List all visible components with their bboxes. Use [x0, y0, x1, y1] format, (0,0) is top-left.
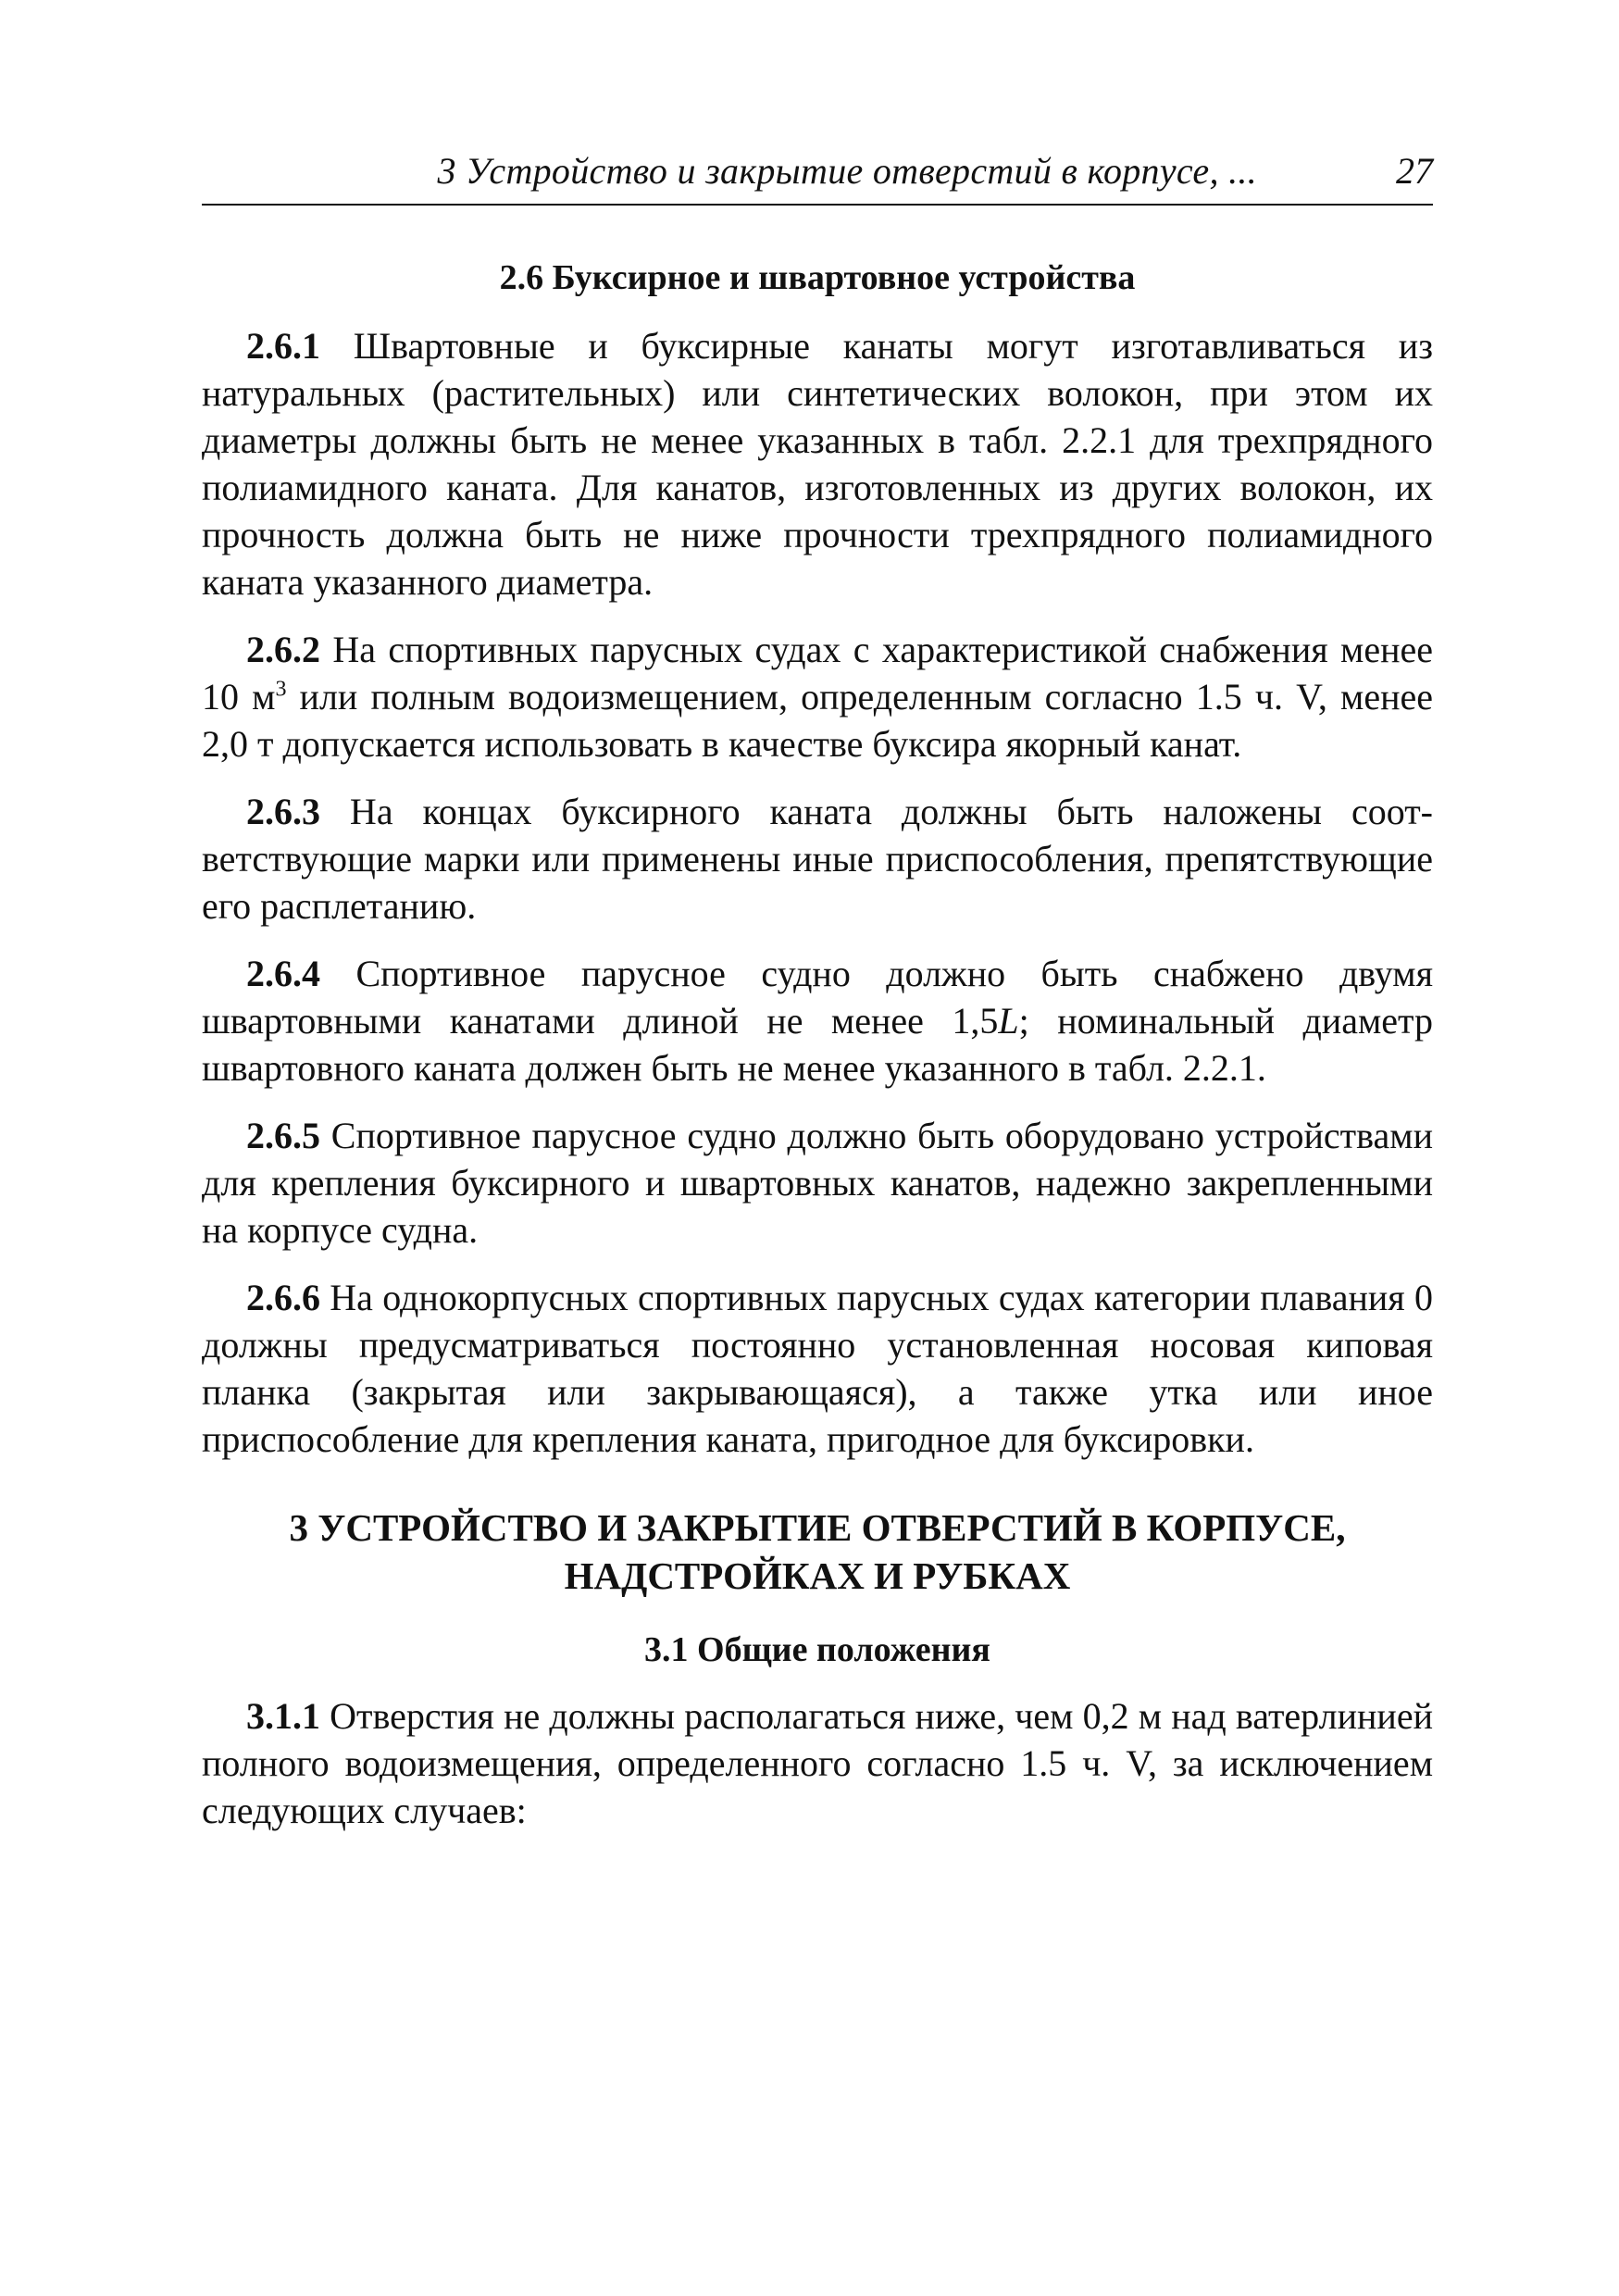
page-number: 27: [1396, 150, 1433, 192]
paragraph-2-6-1: [202, 304, 1433, 605]
document-page: [202, 139, 1433, 1834]
paragraph-text: На однокорпусных спортивных парусных судах категории плавания 0 должны предусматриваться постоянно установленная носовая киповая планка (закрытая или закрывающаяся), а также утка или иное приспособление для крепления каната, пригодное для буксировки.: [202, 1277, 1433, 1460]
chapter-heading-3: [202, 1463, 1433, 1600]
paragraph-2-6-3: [202, 767, 1433, 930]
paragraph-text: Спортивное парусное судно должно быть снабжено двумя швартовными канатами длиной не менее 1,5: [202, 953, 1433, 1042]
paragraph-text: Спортивное парусное судно должно быть оборудовано устройствами для крепления буксирного и швартовных канатов, надежно закрепленными на корпусе судна.: [202, 1115, 1433, 1251]
paragraph-text-cont: ; номинальный диаметр швартовного каната должен быть не менее указанного в табл. 2.2.1.: [202, 1000, 1433, 1089]
running-header: [202, 139, 1433, 206]
paragraph-2-6-2: [202, 605, 1433, 767]
paragraph-text-cont: или полным водоизмещением, определенным согласно 1.5 ч. V, менее 2,0 т допускается использовать в качестве буксира якорный канат.: [202, 676, 1433, 765]
superscript: 3: [275, 677, 287, 702]
paragraph-number: 3.1.1: [246, 1695, 320, 1737]
subsection-heading-3-1: 3.1 Общие положения: [644, 1630, 990, 1669]
italic-symbol: L: [998, 1000, 1019, 1042]
paragraph-number: 2.6.5: [246, 1115, 320, 1156]
paragraph-number: 2.6.6: [246, 1277, 320, 1318]
section-heading-2-6: 2.6 Буксирное и швартовное устройства: [499, 258, 1136, 297]
paragraph-number: 2.6.2: [246, 629, 320, 670]
running-title: 3 Устройство и закрытие отверстий в корпусе, ...: [437, 150, 1257, 192]
paragraph-2-6-5: [202, 1092, 1433, 1254]
paragraph-number: 2.6.4: [246, 953, 320, 994]
paragraph-number: 2.6.3: [246, 791, 320, 832]
chapter-title-line2: НАДСТРОЙКАХ И РУБКАХ: [564, 1554, 1071, 1597]
paragraph-text: Отверстия не должны располагаться ниже, чем 0,2 м над ватерлинией полного водоизмещения, определенного согласно 1.5 ч. V, за исключением следующих случаев:: [202, 1695, 1433, 1831]
paragraph-2-6-6: [202, 1254, 1433, 1463]
paragraph-text: На спортивных парусных судах с характеристикой снабжения менее 10 м: [202, 629, 1433, 718]
paragraph-text: Швартовные и буксирные канаты могут изготавливаться из натуральных (растительных) или синтетических волокон, при этом их диаметры должны быть не менее указанных в табл. 2.2.1 для трехпрядного полиамидного каната. Для канатов, изготовленных из других волокон, их прочность должна быть не ниже прочности трехпрядного полиамидного каната указанного диаметра.: [202, 325, 1433, 603]
paragraph-number: 2.6.1: [246, 325, 320, 367]
paragraph-3-1-1: [202, 1674, 1433, 1834]
chapter-title-line1: 3 УСТРОЙСТВО И ЗАКРЫТИЕ ОТВЕРСТИЙ В КОРПУСЕ,: [289, 1506, 1346, 1549]
paragraph-text: На концах буксирного каната должны быть наложены соответствующие марки или применены иные приспособления, препятствующие его расплетанию.: [202, 791, 1433, 927]
paragraph-2-6-4: [202, 930, 1433, 1092]
